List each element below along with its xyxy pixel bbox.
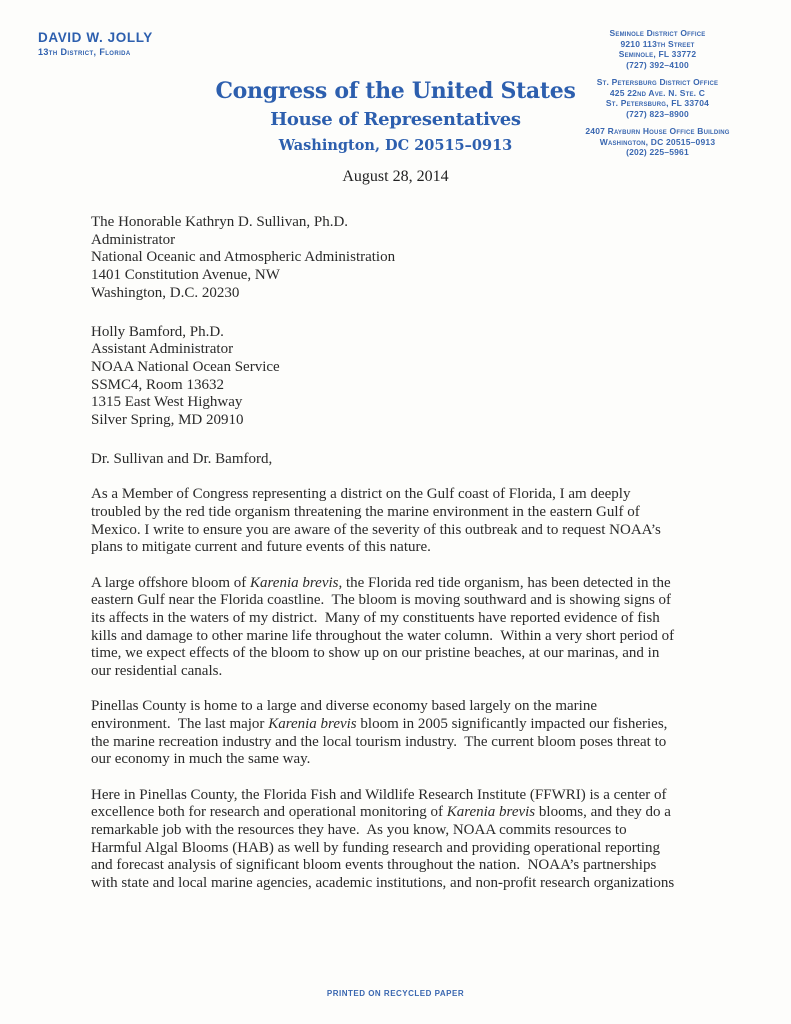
body-line: Here in Pinellas County, the Florida Fish and Wildlife Research Institute (FFWRI) is a center of xyxy=(91,786,667,803)
body-line: Harmful Algal Blooms (HAB) as well by funding research and providing operational reporting xyxy=(91,839,661,856)
office-list xyxy=(560,28,755,165)
office-line: (202) 225–5961 xyxy=(626,147,689,157)
recipient-address xyxy=(91,324,731,430)
body-line: troubled by the red tide organism threatening the marine environment in the eastern Gulf of xyxy=(91,504,640,521)
address-line: 1401 Constitution Avenue, NW xyxy=(91,267,280,284)
office-block xyxy=(560,77,755,119)
body-line: with state and local marine agencies, academic institutions, and non-profit research organizations xyxy=(91,874,675,891)
address-line: The Honorable Kathryn D. Sullivan, Ph.D. xyxy=(91,214,349,230)
office-line: Washington, DC 20515–0913 xyxy=(599,136,716,147)
office-line: St. Petersburg District Office xyxy=(596,77,719,87)
recycled-paper-notice: PRINTED ON RECYCLED PAPER xyxy=(326,989,465,998)
office-block xyxy=(560,28,755,70)
body-line: Mexico. I write to ensure you are aware of the severity of this outbreak and to request NOAA’s xyxy=(91,521,661,538)
office-line: Seminole District Office xyxy=(609,28,706,38)
body-line: the marine recreation industry and the local tourism industry. The current bloom poses threat to xyxy=(91,733,667,750)
address-line: Assistant Administrator xyxy=(91,341,234,358)
office-line: 9210 113th Street xyxy=(620,38,695,49)
office-line: (727) 823–8900 xyxy=(626,108,689,119)
office-block xyxy=(560,126,755,158)
member-identity xyxy=(38,30,153,57)
body-line: A large offshore bloom of Karenia brevis, the Florida red tide organism, has been detected in the xyxy=(91,574,671,591)
body-line: time, we expect effects of the bloom to show up on our pristine beaches, at our marinas, and in xyxy=(91,645,660,662)
body-line: As a Member of Congress representing a district on the Gulf coast of Florida, I am deeply xyxy=(91,486,631,503)
body-line: our economy in much the same way. xyxy=(91,751,311,768)
body-line: our residential canals. xyxy=(91,662,223,679)
body-paragraph xyxy=(91,698,731,768)
body-line: kills and damage to other marine life throughout the water column. Within a very short period of xyxy=(91,627,675,644)
address-line: Holly Bamford, Ph.D. xyxy=(91,323,224,340)
letterhead-congress-line: Congress of the United States xyxy=(215,78,576,104)
address-line: Administrator xyxy=(91,231,176,248)
office-line: 425 22nd Ave. N. Ste. C xyxy=(609,87,706,98)
letter-body xyxy=(91,214,731,892)
letterhead-house-line: House of Representatives xyxy=(270,109,521,130)
body-line: environment. The last major Karenia brevis bloom in 2005 significantly impacted our fisheries, xyxy=(91,715,668,732)
office-line: Seminole, FL 33772 xyxy=(618,49,697,59)
body-line: and forecast analysis of significant bloom events throughout the nation. NOAA’s partnerships xyxy=(91,857,657,874)
paragraph-blocks xyxy=(91,486,731,892)
body-paragraph xyxy=(91,486,731,556)
body-line: plans to mitigate current and future events of this nature. xyxy=(91,539,431,556)
office-line: St. Petersburg, FL 33704 xyxy=(605,98,710,108)
member-district: 13th District, Florida xyxy=(38,47,131,57)
body-line: remarkable job with the resources they have. As you know, NOAA commits resources to xyxy=(91,821,627,838)
body-line: Pinellas County is home to a large and diverse economy based largely on the marine xyxy=(91,698,597,715)
salutation: Dr. Sullivan and Dr. Bamford, xyxy=(91,450,273,467)
address-line: NOAA National Ocean Service xyxy=(91,358,280,375)
body-line: its affects in the waters of my district. Many of my constituents have reported evidence of fish xyxy=(91,610,660,626)
address-line: 1315 East West Highway xyxy=(91,394,243,411)
office-line: (727) 392–4100 xyxy=(626,59,689,70)
letter-date: August 28, 2014 xyxy=(342,168,449,185)
body-line: eastern Gulf near the Florida coastline. The bloom is moving southward and is showing signs of xyxy=(91,592,672,609)
recipient-blocks xyxy=(91,214,731,430)
address-line: Silver Spring, MD 20910 xyxy=(91,412,244,429)
letterhead-washington-line: Washington, DC 20515–0913 xyxy=(278,137,513,154)
body-paragraph xyxy=(91,575,731,681)
body-line: excellence both for research and operational monitoring of Karenia brevis blooms, and they do a xyxy=(91,804,671,821)
office-line: 2407 Rayburn House Office Building xyxy=(585,126,730,136)
address-line: SSMC4, Room 13632 xyxy=(91,376,224,393)
recipient-address xyxy=(91,214,731,303)
body-paragraph xyxy=(91,787,731,893)
address-line: National Oceanic and Atmospheric Administration xyxy=(91,249,396,266)
member-name: DAVID W. JOLLY xyxy=(38,30,153,45)
address-line: Washington, D.C. 20230 xyxy=(91,284,240,301)
